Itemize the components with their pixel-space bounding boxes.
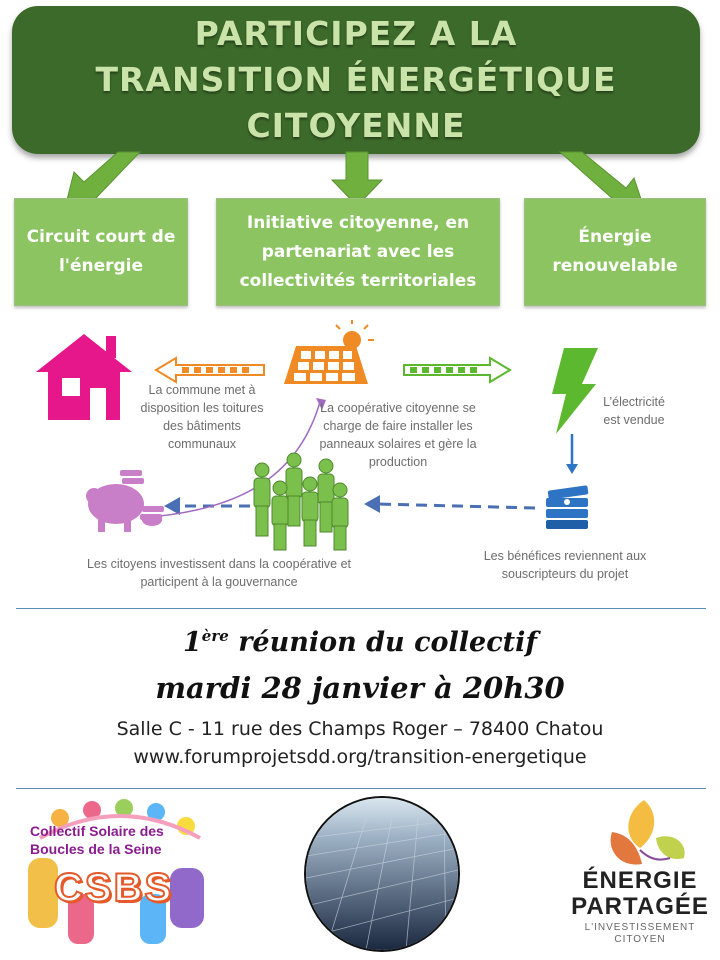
meeting-url[interactable]: www.forumprojetsdd.org/transition-energetique xyxy=(133,746,587,768)
commune-line-3: des bâtiments xyxy=(163,419,241,433)
csbs-line-2: Boucles de la Seine xyxy=(30,841,162,857)
citizens-line-2: participent à la gouvernance xyxy=(140,575,298,589)
benefits-text xyxy=(460,547,670,583)
ep-tag-2: CITOYEN xyxy=(614,934,666,945)
csbs-acronym: CSBS xyxy=(54,866,174,910)
energie-partagee-tagline xyxy=(566,922,714,946)
pillar-citizen-initiative xyxy=(216,198,500,306)
meeting-title-sup: ère xyxy=(201,627,229,645)
solar-photo xyxy=(304,796,460,952)
citizens-line-1: Les citoyens investissent dans la coopérative et xyxy=(86,557,352,571)
meeting-address: Salle C - 11 rue des Champs Roger – 78400 Chatou xyxy=(116,718,604,740)
pillar-3-line-2: renouvelable xyxy=(552,256,678,276)
cooperative-text xyxy=(300,399,496,471)
meeting-title xyxy=(0,616,720,663)
electricity-text xyxy=(586,393,682,429)
money-icon xyxy=(546,485,589,529)
arrow-benefits-icon xyxy=(178,504,535,508)
piggy-bank-icon xyxy=(86,470,164,532)
cooperative-line-3: panneaux solaires et gère la xyxy=(319,437,477,451)
ep-tag-1: L'INVESTISSEMENT xyxy=(584,922,696,933)
commune-line-4: communaux xyxy=(167,437,237,451)
energie-partagee-logo xyxy=(566,792,714,952)
title-banner xyxy=(12,6,700,154)
meeting-title-number: 1 xyxy=(183,627,202,658)
commune-line-2: disposition les toitures xyxy=(140,401,264,415)
csbs-line-1: Collectif Solaire des xyxy=(30,823,164,839)
electricity-line-2: est vendue xyxy=(603,413,665,427)
title-line-2: TRANSITION ÉNERGÉTIQUE xyxy=(95,60,617,99)
benefits-line-2: souscripteurs du projet xyxy=(501,567,629,581)
pillar-1-line-2: l'énergie xyxy=(58,256,144,276)
solar-field-icon xyxy=(306,798,458,950)
house-icon xyxy=(36,334,132,420)
arrow-to-electricity-icon xyxy=(404,358,510,382)
pillar-3-line-1: Énergie xyxy=(578,227,652,247)
pillar-renewable xyxy=(524,198,706,306)
pillar-2-line-3: collectivités territoriales xyxy=(239,270,477,291)
benefits-line-1: Les bénéfices reviennent aux xyxy=(483,549,647,563)
csbs-logo xyxy=(20,798,220,950)
commune-text xyxy=(124,381,280,453)
title-line-3: CITOYENNE xyxy=(246,106,466,145)
ep-line-1: ÉNERGIE xyxy=(582,867,698,894)
pillar-2-line-1: Initiative citoyenne, en xyxy=(246,212,470,233)
divider-top xyxy=(16,608,706,609)
solar-panel-icon xyxy=(284,320,374,384)
cooperative-line-2: charge de faire installer les xyxy=(323,419,473,433)
cooperative-line-1: La coopérative citoyenne se xyxy=(320,401,476,415)
cooperative-line-4: production xyxy=(368,455,428,469)
pillar-1-line-1: Circuit court de xyxy=(26,227,176,247)
leaf-icon xyxy=(566,792,714,872)
arrow-down-icon xyxy=(566,434,578,474)
pillar-short-circuit xyxy=(14,198,188,306)
csbs-name xyxy=(30,822,220,858)
pillar-2-line-2: partenariat avec les xyxy=(261,241,455,262)
divider-bottom xyxy=(16,788,706,789)
meeting-date: mardi 28 janvier à 20h30 xyxy=(155,671,565,705)
meeting-title-text: réunion du collectif xyxy=(228,627,537,658)
arrow-to-house-icon xyxy=(156,358,264,382)
commune-line-1: La commune met à xyxy=(148,383,256,397)
energie-partagee-name xyxy=(566,868,714,920)
title-line-1: PARTICIPEZ A LA xyxy=(194,14,518,53)
ep-line-2: PARTAGÉE xyxy=(571,893,709,920)
electricity-line-1: L’électricité xyxy=(603,395,665,409)
citizens-text xyxy=(54,555,384,591)
